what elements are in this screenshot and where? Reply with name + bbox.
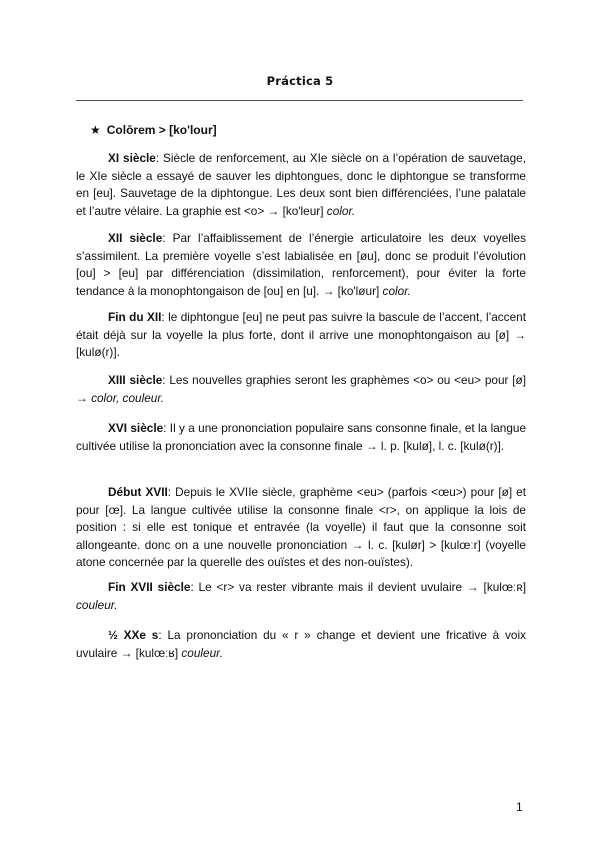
paragraph-italic: color. xyxy=(326,203,356,218)
paragraph-xvi-siecle xyxy=(76,420,526,455)
paragraph-italic: couleur. xyxy=(76,597,118,612)
paragraph-text: : Par l’affaiblissement de l’énergie articulatoire les deux voyelles s’assimilent. La première voyelle s’est labialisée en [øu], donc se produit l’évolution [ou] > [eu] par différenciation (dissimilation, renforcement), pour éviter la forte tendance à la monophtongaison de [ou] en [u]. → [ko'løur] xyxy=(76,231,527,298)
paragraph-text: : La prononciation du « r » change et devient une fricative à voix uvulaire → [kulœːʁ] xyxy=(76,628,526,660)
paragraph-xiii-siecle xyxy=(76,372,526,407)
paragraph-label: XII siècle xyxy=(108,231,163,245)
paragraph-debut-xvii xyxy=(76,484,526,572)
paragraph-text: : Les nouvelles graphies seront les graphèmes <o> ou <eu> pour [ø] → xyxy=(76,373,526,405)
star-icon: ★ xyxy=(90,123,101,137)
page-title: Práctica 5 xyxy=(266,74,334,88)
section-heading-text: Colōrem > [ko'lour] xyxy=(106,123,217,137)
paragraph-label: XVI siècle xyxy=(108,421,164,435)
paragraph-xi-siecle xyxy=(76,150,526,220)
paragraph-label: ½ XXe s xyxy=(108,628,159,642)
paragraph-fin-du-xii xyxy=(76,309,526,362)
paragraph-label: Fin du XII xyxy=(108,310,162,324)
title-divider xyxy=(76,100,523,101)
section-heading xyxy=(90,123,217,137)
paragraph-xii-siecle xyxy=(76,230,526,300)
paragraph-half-xxe-s xyxy=(76,627,526,662)
page-number: 1 xyxy=(516,800,523,814)
paragraph-label: XI siècle xyxy=(108,151,156,165)
paragraph-text: : Depuis le XVIIe siècle, graphème <eu> (parfois <œu>) pour [ø] et pour [œ]. La langue cultivée utilise la consonne finale <r>, on applique la lois de position : si elle est tonique et entravée (la voyelle) il faut que la consonne soit allongeante. donc on a une nouvelle prononciation → l. c. [kulør] > [kulœːr] (voyelle atone concernée par la querelle des ouïstes et des non-ouïstes). xyxy=(76,485,526,569)
paragraph-text: : Le <r> va rester vibrante mais il devient uvulaire → [kulœːʀ] xyxy=(190,580,526,594)
paragraph-label: Fin XVII siècle xyxy=(108,580,191,594)
paragraph-text: : Siècle de renforcement, au XIe siècle on a l’opération de sauvetage, le XIe siècle a essayé de sauver les diphtongues, donc le diphtongue se transforme en [eu]. Sauvetage de la diphtongue. Les deux sont bien différenciées, l’une palatale et l’autre vélaire. La graphie est <o> → [ko'leur] xyxy=(76,151,526,218)
paragraph-text: : le diphtongue [eu] ne peut pas suivre la bascule de l’accent, l’accent était déjà sur la voyelle la plus forte, dont il arrive une monophtongaison au [ø] → [kulø(r)]. xyxy=(76,310,526,359)
paragraph-italic: color, couleur. xyxy=(91,390,165,405)
paragraph-label: Début XVII xyxy=(108,485,168,499)
paragraph-fin-xvii-siecle xyxy=(76,579,526,614)
paragraph-label: XIII siècle xyxy=(108,373,163,387)
paragraph-text: : Il y a une prononciation populaire sans consonne finale, et la langue cultivée utilise la prononciation avec la consonne finale → l. p. [kulø], l. c. [kulø(r)]. xyxy=(76,421,527,453)
paragraph-italic: couleur. xyxy=(181,645,223,660)
paragraph-italic: color. xyxy=(382,283,411,298)
